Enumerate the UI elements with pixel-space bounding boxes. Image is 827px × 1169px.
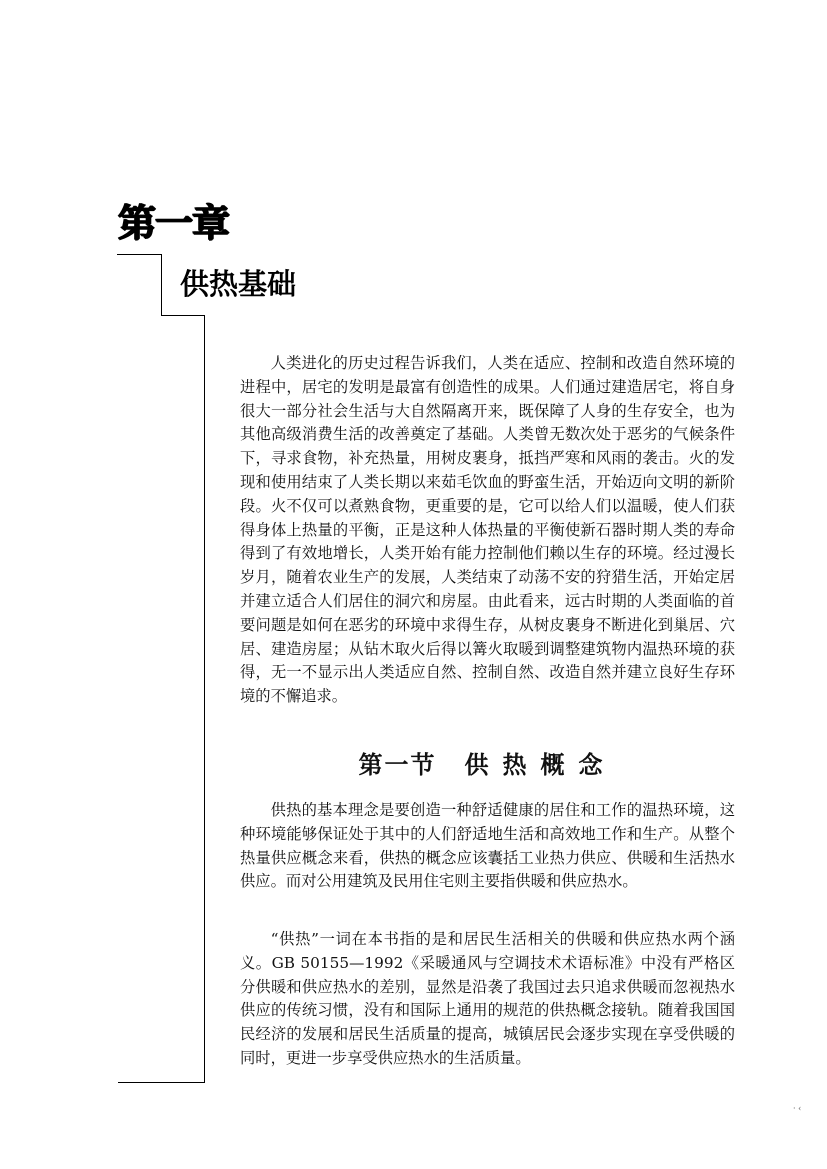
section-title: 供热概念 (464, 751, 617, 779)
chapter-label: 第一章 (118, 200, 230, 245)
section-heading (240, 745, 735, 780)
bracket-line-vertical-short (161, 254, 162, 316)
section-paragraph: “供热”一词在本书指的是和居民生活相关的供暖和供应热水两个涵义。GB 50155—1992《采暖通风与空调技术术语标准》中没有严格区分供暖和供应热水的差别，显然是沿袭了我国过去只追求供暖而忽视热水供应的传统习惯，没有和国际上通用的规范的供热概念接轨。随着我国国民经济的发展和居民生活质量的提高，城镇居民会逐步实现在享受供暖的同时，更进一步享受供应热水的生活质量。 (240, 930, 735, 1067)
bracket-line-top (117, 254, 161, 255)
page-corner-mark: · ‹ (793, 1104, 802, 1113)
bracket-line-step (161, 315, 204, 316)
bracket-line-bottom (118, 1082, 205, 1083)
intro-paragraph: 人类进化的历史过程告诉我们，人类在适应、控制和改造自然环境的进程中，居宅的发明是最富有创造性的成果。人们通过建造居宅，将自身很大一部分社会生活与大自然隔离开来，既保障了人身的生存安全，也为其他高级消费生活的改善奠定了基础。人类曾无数次处于恶劣的气候条件下，寻求食物，补充热量，用树皮裹身，抵挡严寒和风雨的袭击。火的发现和使用结束了人类长期以来茹毛饮血的野蛮生活，开始迈向文明的新阶段。火不仅可以煮熟食物，更重要的是，它可以给人们以温暖，使人们获得身体上热量的平衡，正是这种人体热量的平衡使新石器时期人类的寿命得到了有效地增长，人类开始有能力控制他们赖以生存的环境。经过漫长岁月，随着农业生产的发展，人类结束了动荡不安的狩猎生活，开始定居并建立适合人们居住的洞穴和房屋。由此看来，远古时期的人类面临的首要问题是如何在恶劣的环境中求得生存，从树皮裹身不断进化到巢居、穴居、建造房屋；从钻木取火后得以篝火取暖到调整建筑物内温热环境的获得，无一不显示出人类适应自然、控制自然、改造自然并建立良好生存环境的不懈追求。 (240, 354, 735, 706)
section-paragraph: 供热的基本理念是要创造一种舒适健康的居住和工作的温热环境，这种环境能够保证处于其中的人们舒适地生活和高效地工作和生产。从整个热量供应概念来看，供热的概念应该囊括工业热力供应、供暖和生活热水供应。而对公用建筑及民用住宅则主要指供暖和供应热水。 (240, 801, 735, 891)
section-number: 第一节 (358, 751, 437, 779)
bracket-line-vertical-long (204, 315, 205, 1083)
chapter-title: 供热基础 (180, 267, 297, 301)
